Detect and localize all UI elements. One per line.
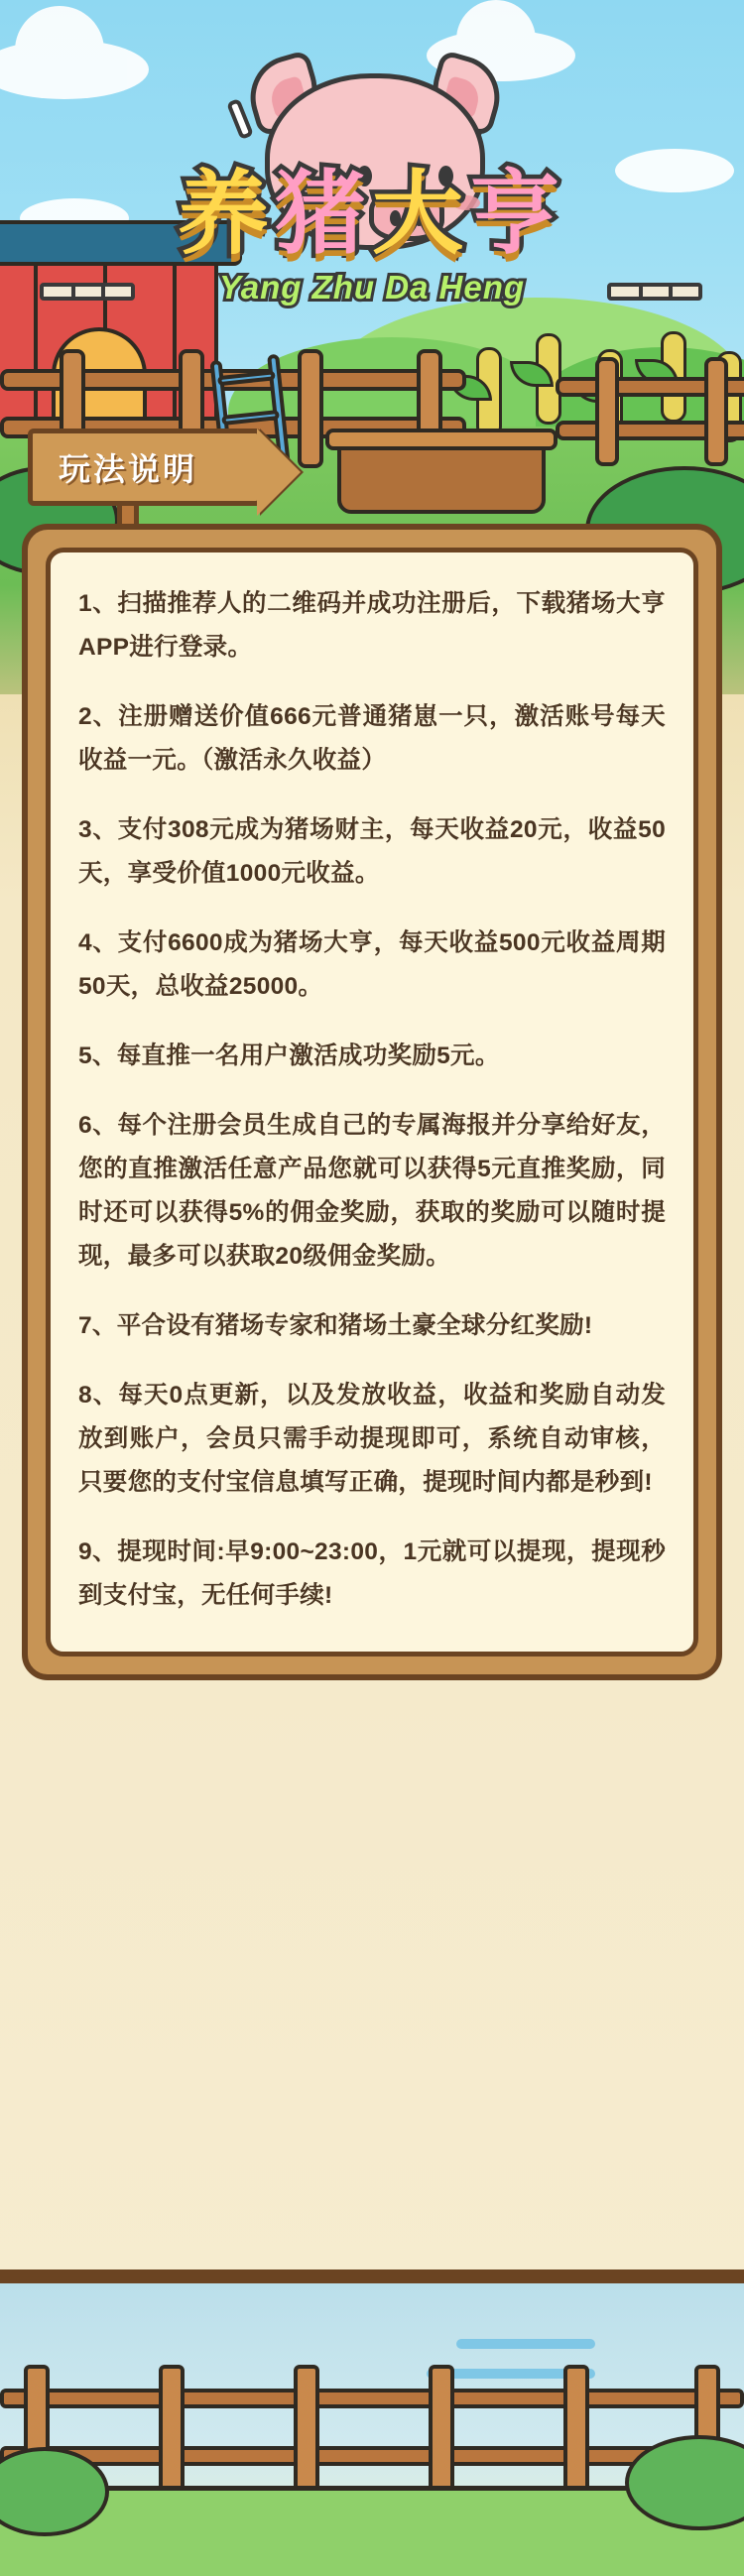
cloud-icon <box>0 40 149 99</box>
rule-item: 2、注册赠送价值666元普通猪崽一只，激活账号每天收益一元。（激活永久收益） <box>78 703 666 774</box>
rule-item: 3、支付308元成为猪场财主，每天收益20元，收益50天，享受价值1000元收益。 <box>78 816 666 887</box>
title-char-3: 大 <box>372 164 470 265</box>
rule-item: 8、每天0点更新，以及发放收益，收益和奖励自动发放到账户，会员只需手动提现即可，系统自动审核，只要您的支付宝信息填写正确，提现时间内都是秒到! <box>78 1382 666 1496</box>
title-char-2: 猪 <box>274 164 372 265</box>
title-char-4: 亨 <box>469 164 567 265</box>
page-title <box>0 164 744 265</box>
rule-item: 6、每个注册会员生成自己的专属海报并分享给好友，您的直推激活任意产品您就可以获得5元直推奖励，同时还可以获得5%的佣金奖励，获取的奖励可以随时提现，最多可以获取20级佣金奖励。 <box>78 1112 666 1270</box>
title-char-1: 养 <box>177 164 275 265</box>
rule-item: 1、扫描推荐人的二维码并成功注册后，下载猪场大亨APP进行登录。 <box>78 590 666 661</box>
footer-divider <box>0 2269 744 2283</box>
rules-card <box>22 524 722 1680</box>
title-ribbon-right <box>607 283 702 301</box>
rule-item: 4、支付6600成为猪场大亨，每天收益500元收益周期50天，总收益25000。 <box>78 929 666 1000</box>
section-sign <box>28 429 262 506</box>
rule-item: 9、提现时间:早9:00~23:00，1元就可以提现，提现秒到支付宝，无任何手续! <box>78 1538 666 1609</box>
feed-trough-rim <box>325 429 558 450</box>
section-title: 玩法说明 <box>59 451 198 487</box>
rule-item: 7、平合设有猪场专家和猪场土豪全球分红奖励! <box>78 1312 593 1339</box>
title-ribbon-left <box>40 283 135 301</box>
rule-item: 5、每直推一名用户激活成功奖励5元。 <box>78 1043 500 1069</box>
rules-card-inner <box>46 548 698 1656</box>
page-subtitle: Yang Zhu Da Heng <box>218 268 526 306</box>
footer-scene <box>0 2269 744 2576</box>
